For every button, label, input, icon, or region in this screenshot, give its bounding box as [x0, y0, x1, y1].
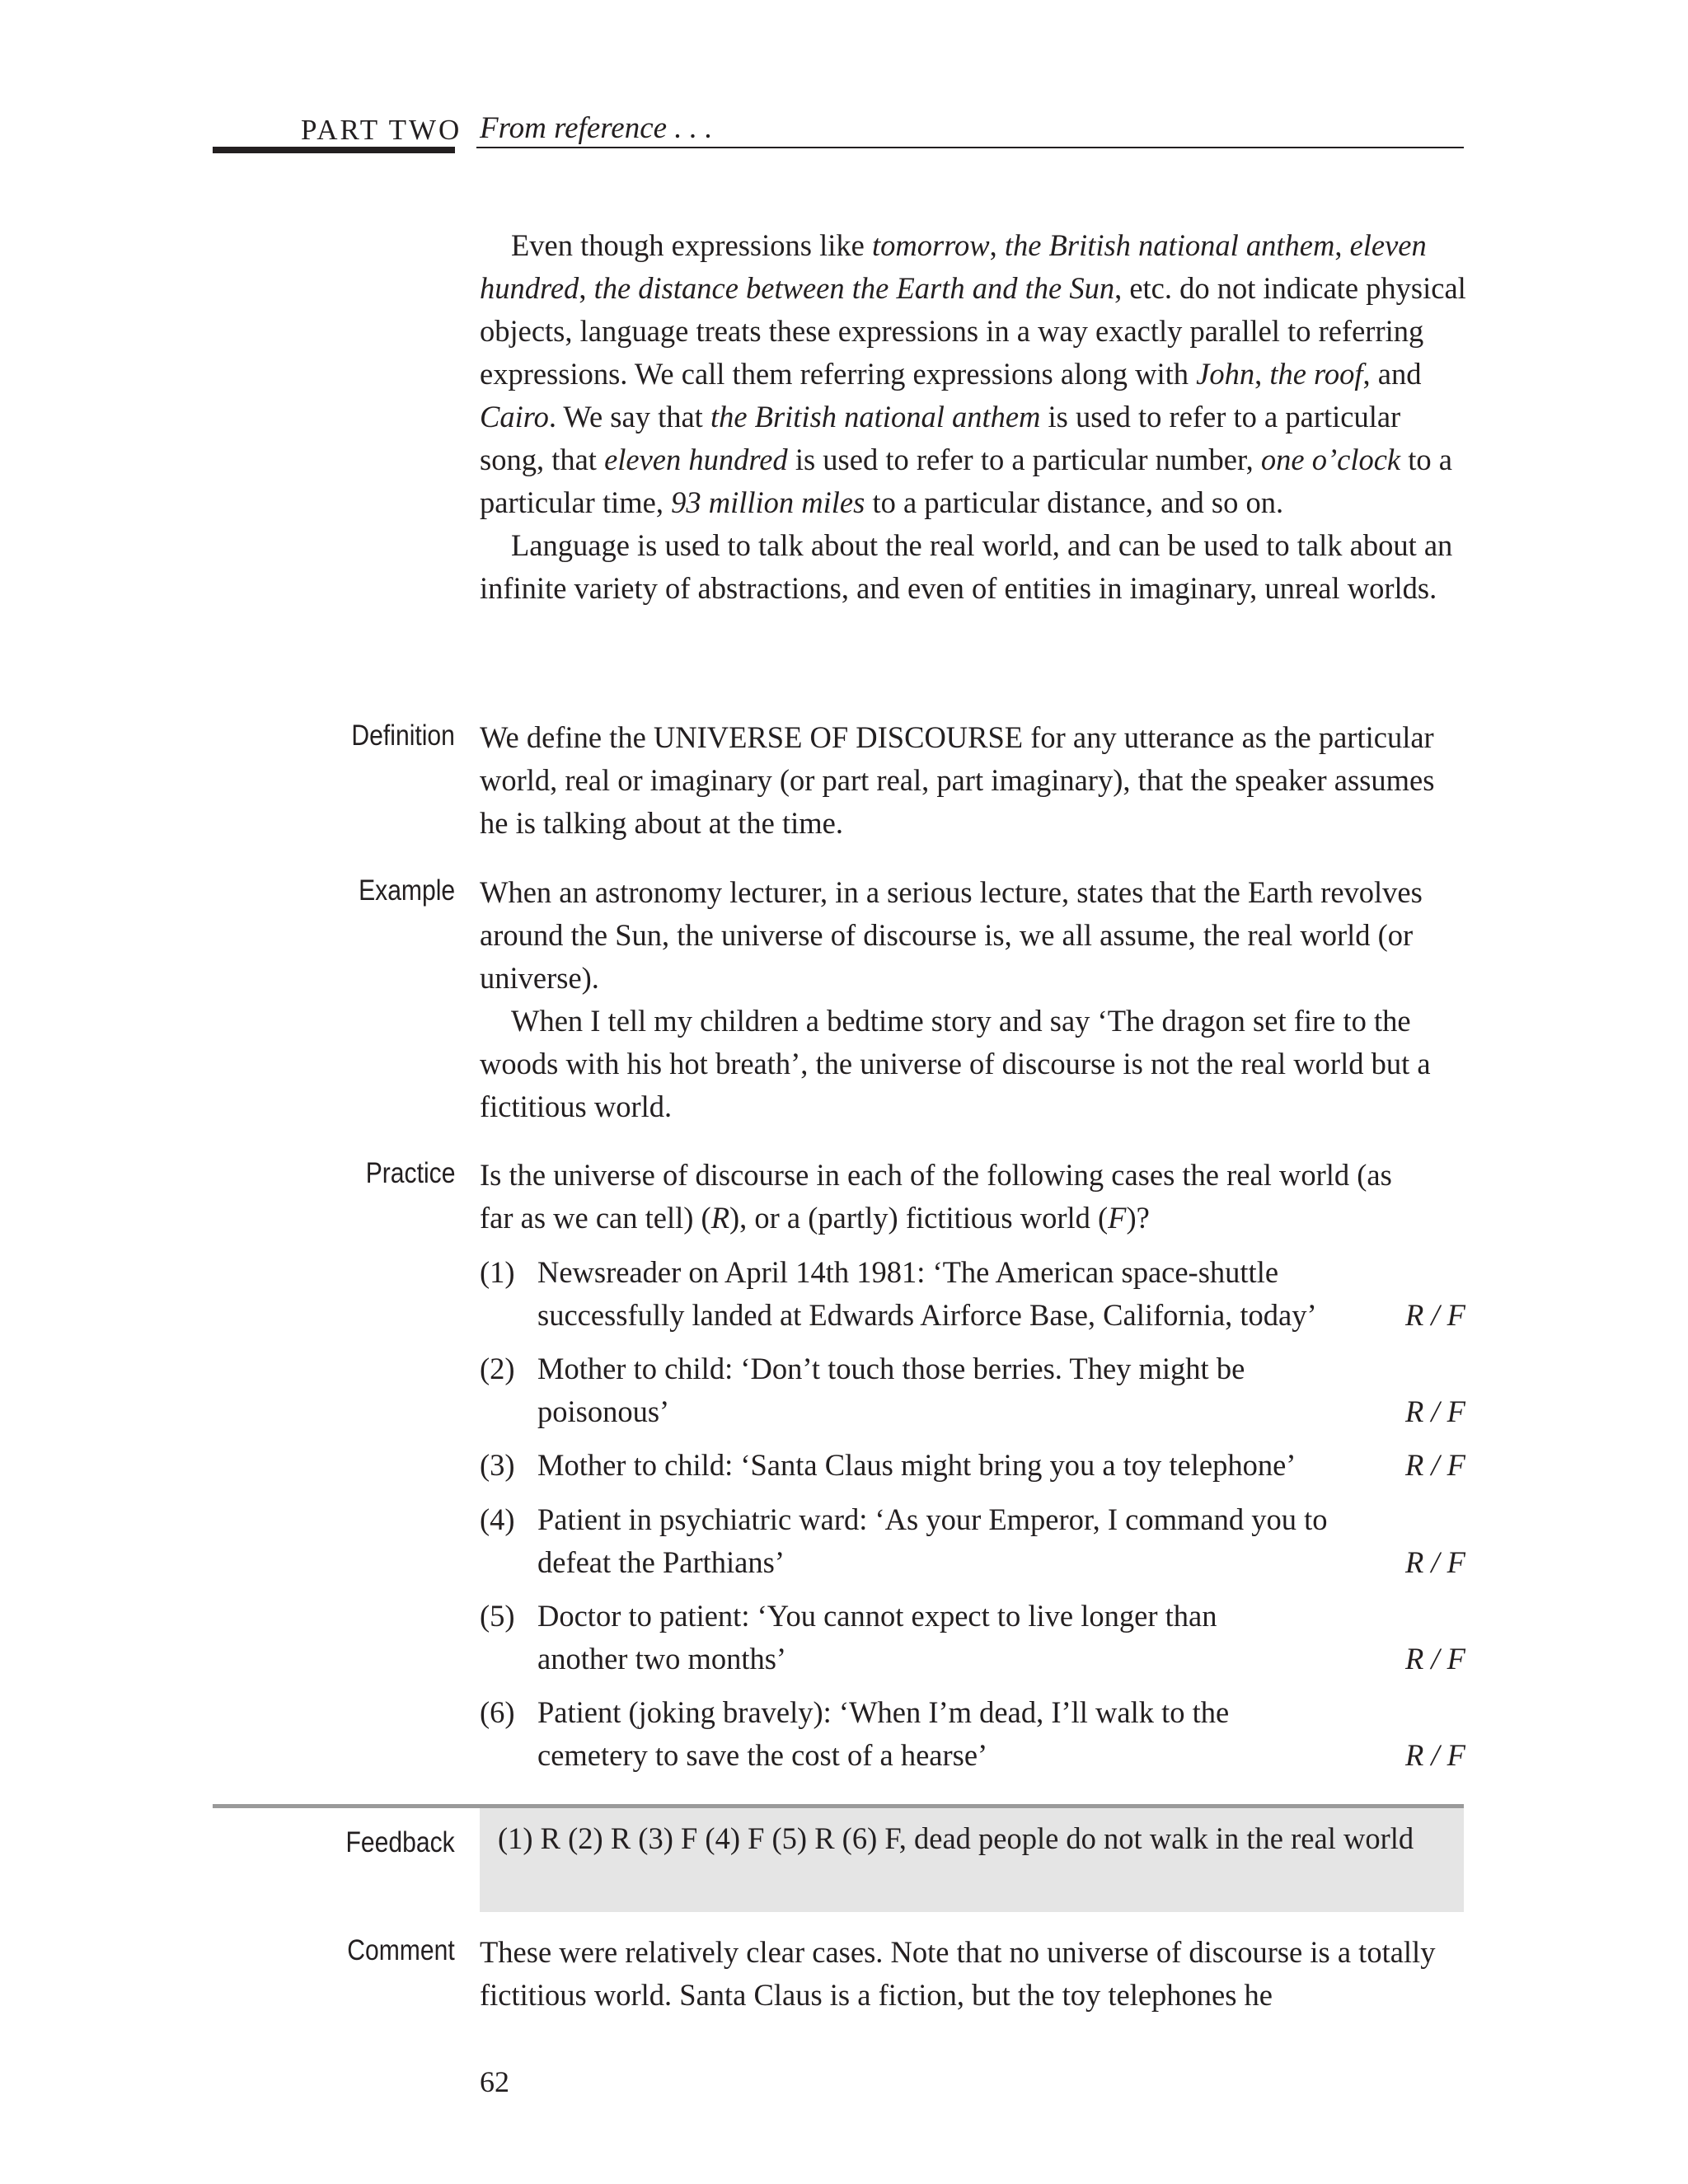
- feedback-text: (1) R (2) R (3) F (4) F (5) R (6) F, dead people do not walk in the real world: [498, 1821, 1414, 1855]
- practice-question: Is the universe of discourse in each of the following cases the real world (as far as we can tell) (R), or a (partly) fictitious world (F)?: [480, 1158, 1392, 1235]
- answer-choice-rf[interactable]: R / F: [1405, 1298, 1465, 1332]
- intro-section: [480, 224, 1469, 610]
- practice-item-number: (3): [480, 1448, 515, 1482]
- practice-item-number: (5): [480, 1599, 515, 1633]
- practice-item: [480, 1595, 1469, 1680]
- practice-item-text: Doctor to patient: ‘You cannot expect to live longer than another two months’: [537, 1599, 1217, 1675]
- definition-label: Definition: [351, 719, 455, 752]
- answer-choice-rf[interactable]: R / F: [1405, 1642, 1465, 1675]
- practice-item-text: Newsreader on April 14th 1981: ‘The American space-shuttle successfully landed at Edwards Airforce Base, California, today’: [537, 1255, 1317, 1332]
- answer-choice-rf[interactable]: R / F: [1405, 1394, 1465, 1428]
- practice-item-text: Patient (joking bravely): ‘When I’m dead, I’ll walk to the cemetery to save the cost of a hearse’: [537, 1695, 1230, 1772]
- example-label: Example: [358, 874, 455, 907]
- page-number: 62: [480, 2065, 509, 2098]
- comment-label: Comment: [347, 1934, 455, 1966]
- definition-text: We define the UNIVERSE OF DISCOURSE for any utterance as the particular world, real or imaginary (or part real, part imaginary), that the speaker assumes he is talking about at the time.: [480, 720, 1435, 840]
- practice-item-number: (1): [480, 1255, 515, 1289]
- comment-section: [480, 1931, 1469, 2017]
- practice-item: [480, 1347, 1469, 1433]
- comment-text: These were relatively clear cases. Note that no universe of discourse is a totally fictitious world. Santa Claus is a fiction, but the toy telephones he: [480, 1935, 1436, 2012]
- intro-paragraph-2: Language is used to talk about the real world, and can be used to talk about an infinite variety of abstractions, and even of entities in imaginary, unreal worlds.: [480, 528, 1453, 605]
- practice-item-text: Mother to child: ‘Don’t touch those berries. They might be poisonous’: [537, 1352, 1245, 1428]
- example-paragraph-1: When an astronomy lecturer, in a serious lecture, states that the Earth revolves around the Sun, the universe of discourse is, we all assume, the real world (or universe).: [480, 875, 1423, 995]
- header-chapter-title: From reference . . .: [480, 111, 713, 145]
- intro-paragraph-1: Even though expressions like tomorrow, the British national anthem, eleven hundred, the distance between the Earth and the Sun, etc. do not indicate physical objects, language treats these expressions in a way exactly parallel to referring expressions. We call them referring expressions along with John, the roof, and Cairo. We say that the British national anthem is used to refer to a particular song, that eleven hundred is used to refer to a particular number, one o’clock to a particular time, 93 million miles to a particular distance, and so on.: [480, 228, 1466, 519]
- practice-label: Practice: [365, 1157, 455, 1189]
- practice-item: [480, 1444, 1469, 1487]
- answer-choice-rf[interactable]: R / F: [1405, 1448, 1465, 1482]
- practice-item: [480, 1691, 1469, 1777]
- practice-item-number: (4): [480, 1502, 515, 1536]
- practice-item-number: (6): [480, 1695, 515, 1729]
- answer-choice-rf[interactable]: R / F: [1405, 1545, 1465, 1579]
- feedback-label: Feedback: [345, 1826, 455, 1858]
- practice-item-text: Mother to child: ‘Santa Claus might bring you a toy telephone’: [537, 1448, 1296, 1482]
- practice-intro: [480, 1154, 1419, 1240]
- practice-item-text: Patient in psychiatric ward: ‘As your Emperor, I command you to defeat the Parthians’: [537, 1502, 1328, 1579]
- practice-item-number: (2): [480, 1352, 515, 1385]
- header-rule-thick: [213, 147, 455, 153]
- header-part-label: PART TWO: [301, 114, 462, 146]
- header-rule-thin: [476, 147, 1464, 148]
- practice-item: [480, 1498, 1469, 1584]
- example-section: [480, 871, 1469, 1128]
- example-paragraph-2: When I tell my children a bedtime story and say ‘The dragon set fire to the woods with his hot breath’, the universe of discourse is not the real world but a fictitious world.: [480, 1004, 1431, 1123]
- definition-section: [480, 716, 1469, 845]
- practice-item: [480, 1251, 1469, 1337]
- answer-choice-rf[interactable]: R / F: [1405, 1738, 1465, 1772]
